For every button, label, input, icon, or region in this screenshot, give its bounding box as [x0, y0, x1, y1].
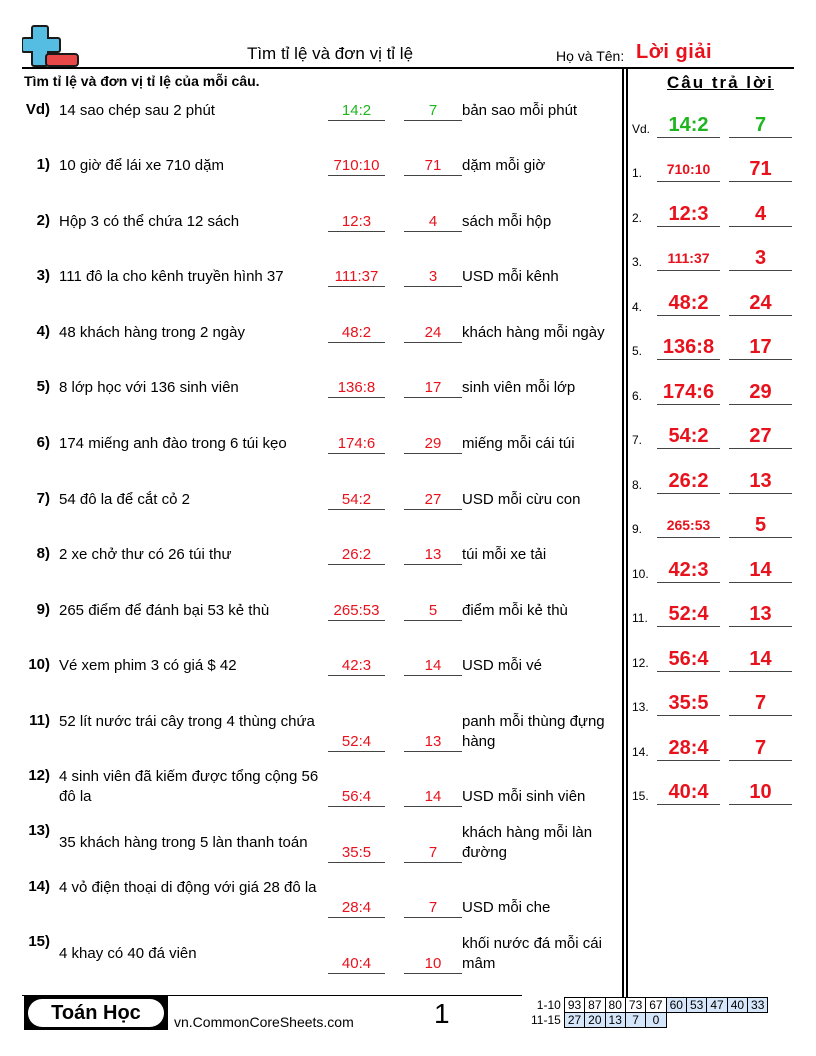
site-url: vn.CommonCoreSheets.com — [174, 1014, 354, 1030]
answer-ratio: 54:2 — [657, 423, 720, 449]
question-text: 4 sinh viên đã kiếm được tổng cộng 56 đô la — [59, 768, 319, 805]
question-number: 12) — [28, 767, 50, 784]
ratio-blank: 174:6 — [328, 434, 385, 454]
answer-number: 14. — [632, 745, 649, 759]
unit-label: USD mỗi vé — [462, 657, 543, 674]
question-text: 14 sao chép sau 2 phút — [59, 102, 215, 119]
question-text: 111 đô la cho kênh truyền hình 37 — [59, 268, 284, 285]
question-text: Vé xem phim 3 có giá $ 42 — [59, 657, 237, 674]
rate-blank: 27 — [404, 490, 462, 510]
answer-rate: 17 — [729, 334, 792, 360]
brand-label: Toán Học — [28, 999, 164, 1027]
score-cell: 80 — [605, 998, 625, 1013]
header-divider — [22, 67, 794, 69]
unit-label: bản sao mỗi phút — [462, 102, 578, 119]
answer-number: 10. — [632, 567, 649, 581]
answer-ratio: 12:3 — [657, 201, 720, 227]
answer-ratio: 111:37 — [657, 245, 720, 271]
question-number: 11) — [29, 712, 50, 729]
answer-ratio: 56:4 — [657, 646, 720, 672]
score-cell: 40 — [727, 998, 747, 1013]
instructions: Tìm tỉ lệ và đơn vị tỉ lệ của mỗi câu. — [24, 73, 260, 89]
score-cell: 87 — [585, 998, 605, 1013]
question-number: 2) — [36, 212, 50, 229]
answer-ratio: 48:2 — [657, 290, 720, 316]
score-row-label: 1-10 — [536, 998, 561, 1012]
rate-blank: 7 — [404, 898, 462, 918]
answer-number: 9. — [632, 522, 643, 536]
answer-rate: 7 — [729, 735, 792, 761]
answer-ratio: 710:10 — [657, 156, 720, 182]
unit-label: USD mỗi che — [462, 899, 551, 916]
ratio-blank: 42:3 — [328, 656, 385, 676]
answers-title: Câu trả lời — [667, 73, 774, 92]
ratio-blank: 40:4 — [328, 954, 385, 974]
rate-blank: 4 — [404, 212, 462, 232]
ratio-blank: 111:37 — [328, 267, 385, 287]
score-row-11-15 — [528, 1013, 768, 1028]
column-divider — [626, 68, 628, 998]
unit-label: sách mỗi hộp — [462, 213, 552, 230]
answer-ratio: 40:4 — [657, 779, 720, 805]
unit-label: panh mỗi thùng đựng hàng — [462, 713, 605, 750]
question-number: 9) — [36, 601, 50, 618]
answer-number: 6. — [632, 389, 643, 403]
answer-rate: 29 — [729, 379, 792, 405]
answer-rate: 71 — [729, 156, 792, 182]
ratio-blank: 54:2 — [328, 490, 385, 510]
question-text: 174 miếng anh đào trong 6 túi kẹo — [59, 435, 287, 452]
rate-blank: 14 — [404, 656, 462, 676]
unit-label: USD mỗi sinh viên — [462, 788, 586, 805]
question-number: 8) — [36, 545, 50, 562]
rate-blank: 5 — [404, 601, 462, 621]
score-row-label: 11-15 — [531, 1013, 561, 1027]
question-number: 13) — [28, 822, 50, 839]
rate-blank: 24 — [404, 323, 462, 343]
answer-rate: 24 — [729, 290, 792, 316]
unit-label: khách hàng mỗi làn đường — [462, 824, 593, 861]
answer-ratio: 52:4 — [657, 601, 720, 627]
answer-ratio: 42:3 — [657, 557, 720, 583]
question-number: 3) — [36, 267, 50, 284]
score-cell: 20 — [585, 1013, 605, 1028]
answer-number: 1. — [632, 166, 643, 180]
score-cell: 13 — [605, 1013, 625, 1028]
question-text: 4 khay có 40 đá viên — [59, 945, 197, 962]
answer-number: 11. — [632, 611, 648, 625]
ratio-blank: 35:5 — [328, 843, 385, 863]
score-cell: 47 — [707, 998, 727, 1013]
page-title: Tìm tỉ lệ và đơn vị tỉ lệ — [246, 44, 414, 63]
score-cell: 27 — [564, 1013, 584, 1028]
question-number: Vd) — [25, 101, 50, 118]
question-text: 265 điểm để đánh bại 53 kẻ thù — [59, 602, 270, 619]
answer-rate: 27 — [729, 423, 792, 449]
ratio-blank: 710:10 — [328, 156, 385, 176]
question-text: 54 đô la để cắt cỏ 2 — [59, 491, 190, 508]
page-number: 1 — [434, 998, 450, 1029]
answer-rate: 13 — [729, 601, 792, 627]
question-number: 15) — [28, 933, 50, 950]
answer-rate: 7 — [729, 690, 792, 716]
ratio-blank: 26:2 — [328, 545, 385, 565]
answer-rate: 7 — [729, 112, 792, 138]
question-text: 4 vỏ điện thoại di động với giá 28 đô la — [59, 879, 317, 896]
question-text: 10 giờ để lái xe 710 dặm — [59, 157, 224, 174]
answer-ratio: 265:53 — [657, 512, 720, 538]
answer-rate: 3 — [729, 245, 792, 271]
answer-ratio: 174:6 — [657, 379, 720, 405]
column-divider — [622, 68, 624, 998]
answer-rate: 13 — [729, 468, 792, 494]
ratio-blank: 265:53 — [328, 601, 385, 621]
question-text: 35 khách hàng trong 5 làn thanh toán — [59, 834, 308, 851]
score-cell: 60 — [666, 998, 686, 1013]
answer-number: 15. — [632, 789, 649, 803]
question-text: 8 lớp học với 136 sinh viên — [59, 379, 239, 396]
answer-number: 5. — [632, 344, 643, 358]
logo-plus-minus-icon — [22, 24, 80, 68]
ratio-blank: 52:4 — [328, 732, 385, 752]
score-cell: 33 — [748, 998, 768, 1013]
score-cell: 7 — [625, 1013, 645, 1028]
unit-label: USD mỗi kênh — [462, 268, 559, 285]
ratio-blank: 56:4 — [328, 787, 385, 807]
question-number: 7) — [36, 490, 50, 507]
answer-ratio: 26:2 — [657, 468, 720, 494]
question-number: 4) — [36, 323, 50, 340]
answer-rate: 4 — [729, 201, 792, 227]
answer-rate: 14 — [729, 557, 792, 583]
question-number: 5) — [36, 378, 50, 395]
rate-blank: 14 — [404, 787, 462, 807]
question-number: 1) — [36, 156, 50, 173]
answer-number: 12. — [632, 656, 649, 670]
score-table — [528, 997, 768, 1028]
unit-label: dặm mỗi giờ — [462, 157, 546, 174]
answer-rate: 14 — [729, 646, 792, 672]
rate-blank: 71 — [404, 156, 462, 176]
answer-number: 4. — [632, 300, 643, 314]
unit-label: túi mỗi xe tải — [462, 546, 547, 563]
question-number: 10) — [28, 656, 50, 673]
answer-number: 13. — [632, 700, 649, 714]
rate-blank: 13 — [404, 545, 462, 565]
unit-label: sinh viên mỗi lớp — [462, 379, 576, 396]
name-value: Lời giải — [636, 41, 713, 63]
rate-blank: 7 — [404, 843, 462, 863]
question-text: 2 xe chở thư có 26 túi thư — [59, 546, 232, 563]
answer-number: 2. — [632, 211, 643, 225]
score-cell: 67 — [646, 998, 666, 1013]
rate-blank: 7 — [404, 101, 462, 121]
answer-rate: 5 — [729, 512, 792, 538]
answer-number: 8. — [632, 478, 643, 492]
answer-ratio: 35:5 — [657, 690, 720, 716]
answer-number: 7. — [632, 433, 643, 447]
question-text: 52 lít nước trái cây trong 4 thùng chứa — [59, 713, 315, 730]
score-cell: 53 — [686, 998, 706, 1013]
answer-number: 3. — [632, 255, 643, 269]
answer-number: Vd. — [632, 122, 651, 136]
answer-rate: 10 — [729, 779, 792, 805]
unit-label: khách hàng mỗi ngày — [462, 324, 605, 341]
rate-blank: 10 — [404, 954, 462, 974]
unit-label: điểm mỗi kẻ thù — [462, 602, 568, 619]
answer-ratio: 14:2 — [657, 112, 720, 138]
answer-ratio: 136:8 — [657, 334, 720, 360]
question-number: 6) — [36, 434, 50, 451]
unit-label: USD mỗi cừu con — [462, 491, 581, 508]
score-cell: 73 — [625, 998, 645, 1013]
answer-ratio: 28:4 — [657, 735, 720, 761]
question-text: Hộp 3 có thể chứa 12 sách — [59, 213, 240, 230]
ratio-blank: 28:4 — [328, 898, 385, 918]
unit-label: khối nước đá mỗi cái mâm — [462, 935, 602, 972]
name-label: Họ và Tên: — [556, 48, 625, 64]
question-number: 14) — [28, 878, 50, 895]
ratio-blank: 12:3 — [328, 212, 385, 232]
unit-label: miếng mỗi cái túi — [462, 435, 575, 452]
score-cell: 93 — [564, 998, 584, 1013]
score-row-1-10 — [528, 998, 768, 1013]
score-cell: 0 — [646, 1013, 666, 1028]
question-text: 48 khách hàng trong 2 ngày — [59, 324, 245, 341]
rate-blank: 13 — [404, 732, 462, 752]
rate-blank: 17 — [404, 378, 462, 398]
ratio-blank: 48:2 — [328, 323, 385, 343]
rate-blank: 29 — [404, 434, 462, 454]
ratio-blank: 14:2 — [328, 101, 385, 121]
ratio-blank: 136:8 — [328, 378, 385, 398]
rate-blank: 3 — [404, 267, 462, 287]
